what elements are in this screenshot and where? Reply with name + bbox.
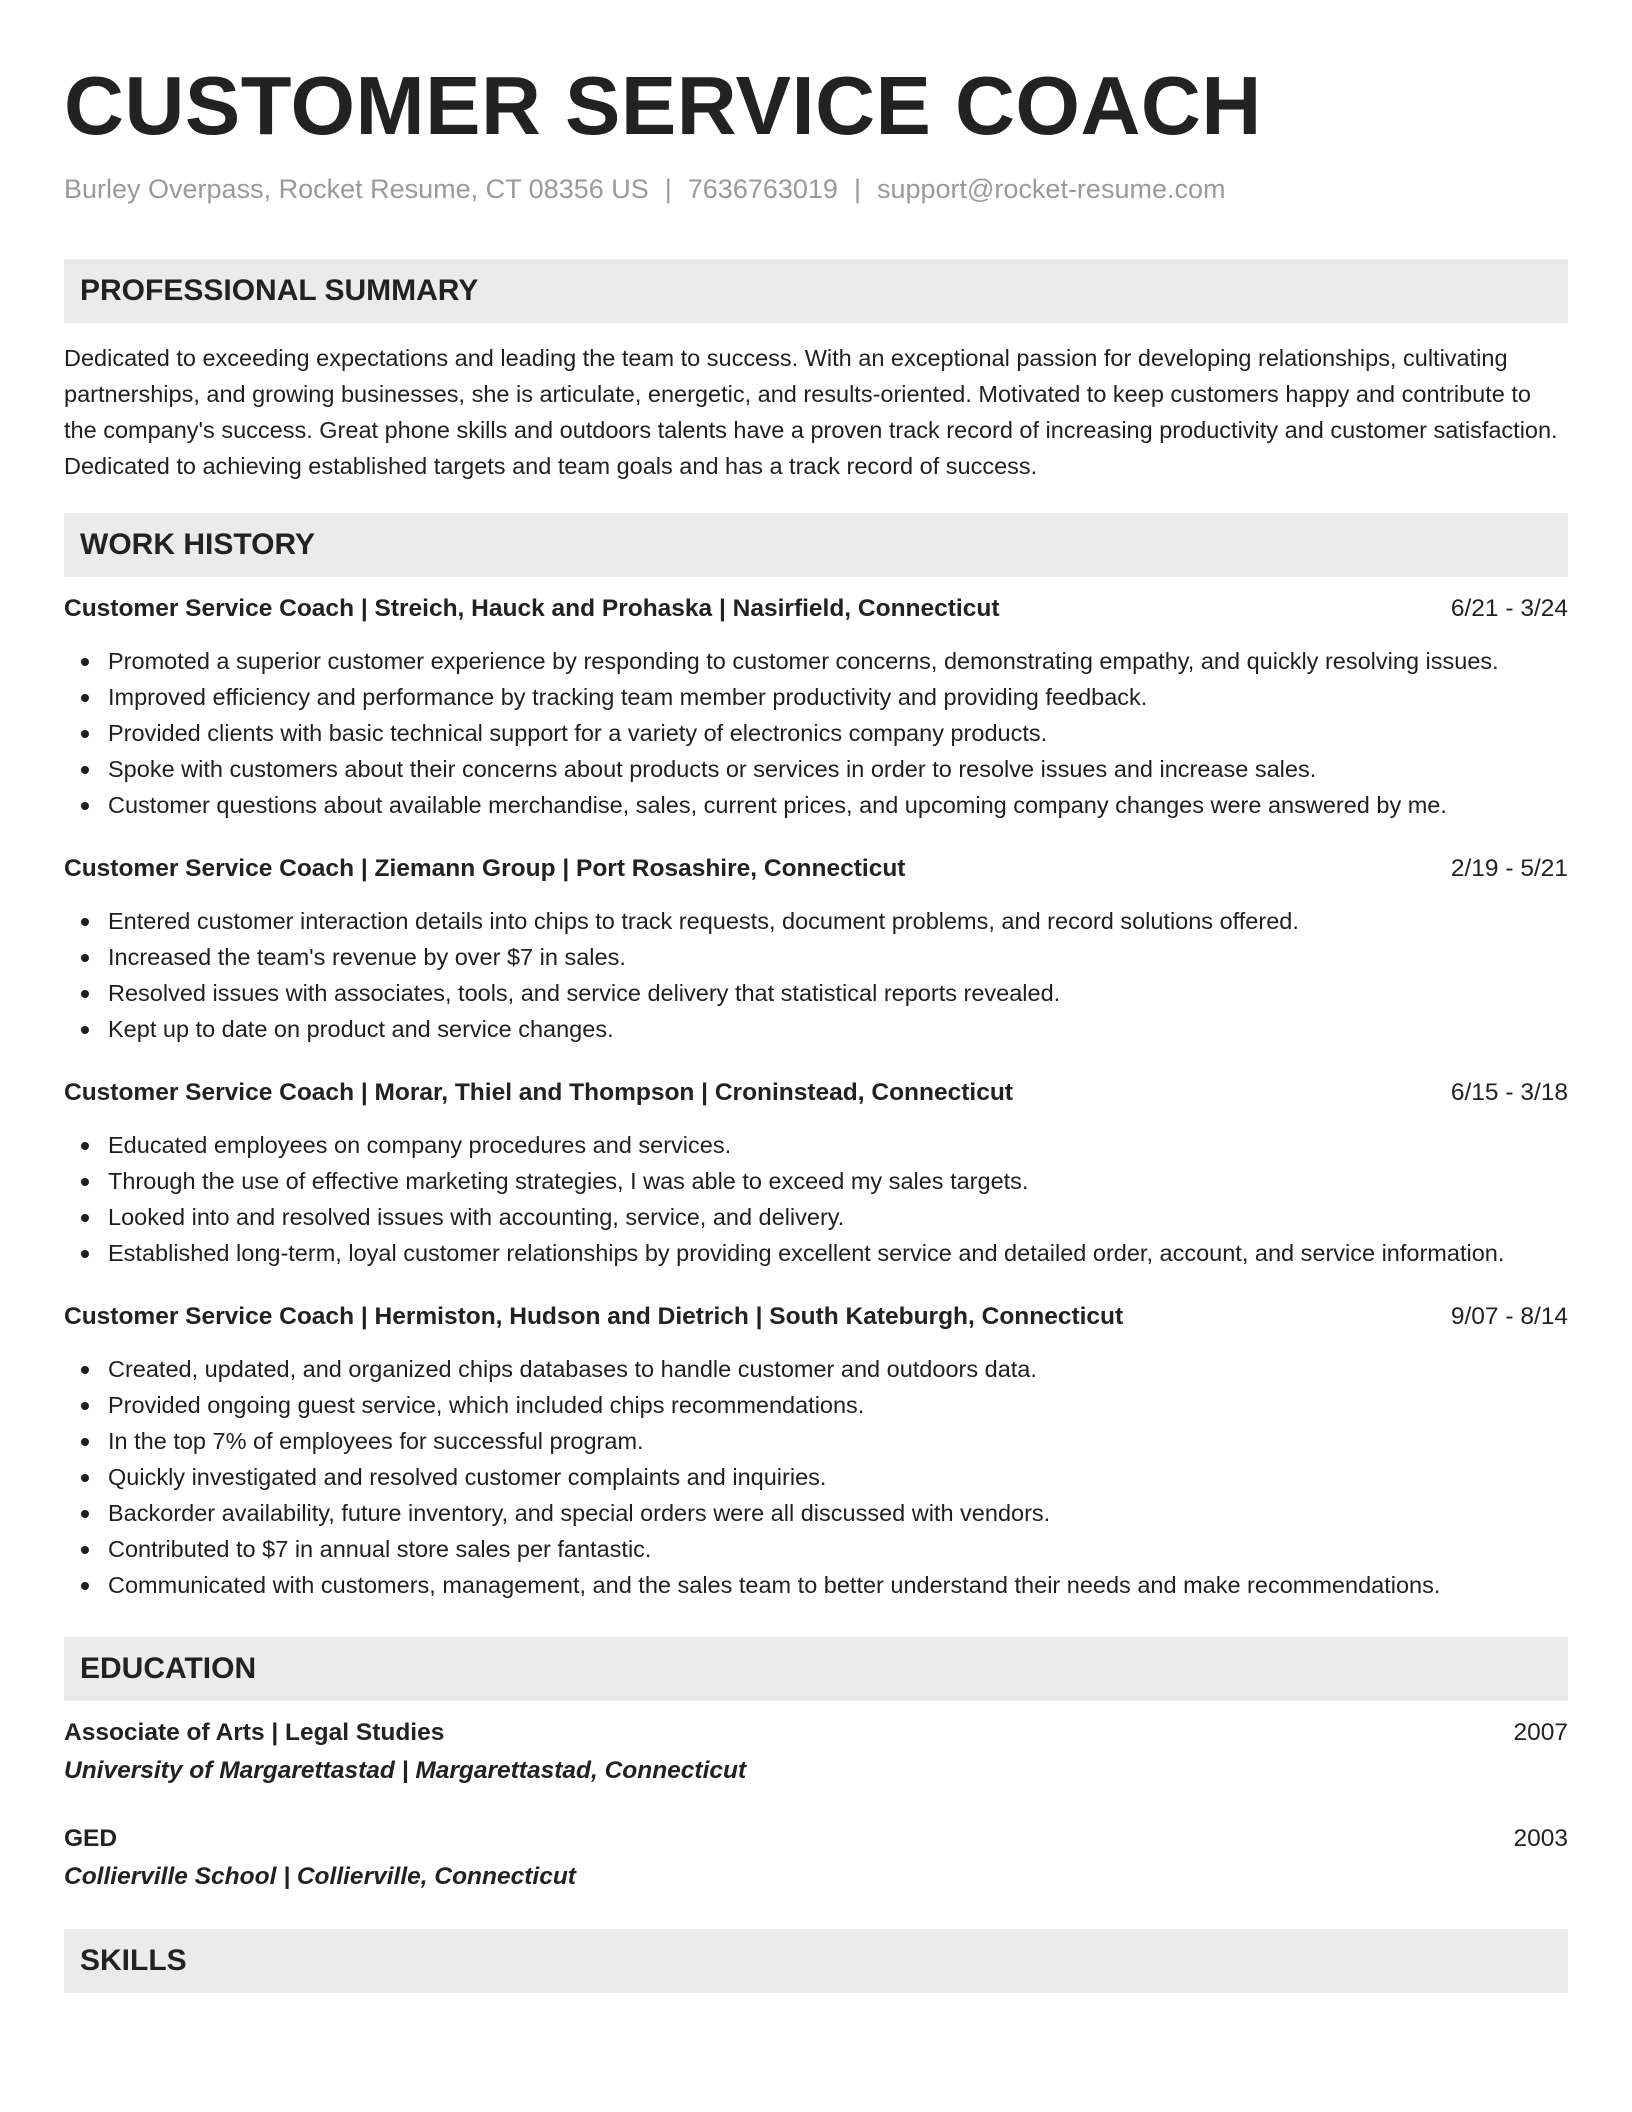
job-bullet: Resolved issues with associates, tools, and service delivery that statistical reports revealed. xyxy=(64,975,1568,1011)
resume-page xyxy=(64,0,1568,1993)
job-bullet: Spoke with customers about their concerns about products or services in order to resolve issues and increase sales. xyxy=(64,751,1568,787)
job-title: Customer Service Coach | Ziemann Group | Port Rosashire, Connecticut xyxy=(64,855,906,882)
job-bullet: Established long-term, loyal customer relationships by providing excellent service and detailed order, account, and service information. xyxy=(64,1235,1568,1271)
job-bullets xyxy=(64,1351,1568,1603)
contact-separator: | xyxy=(853,174,861,204)
candidate-name: CUSTOMER SERVICE COACH xyxy=(64,59,1262,152)
job-entry xyxy=(64,593,1568,823)
education-header xyxy=(64,1717,1568,1749)
education-degree: Associate of Arts | Legal Studies xyxy=(64,1719,445,1746)
job-header xyxy=(64,1077,1568,1109)
job-bullet: Through the use of effective marketing strategies, I was able to exceed my sales targets. xyxy=(64,1163,1568,1199)
job-entry xyxy=(64,853,1568,1047)
section-header-education: EDUCATION xyxy=(64,1637,1568,1701)
job-dates: 9/07 - 8/14 xyxy=(1450,1303,1568,1330)
job-bullet: Kept up to date on product and service changes. xyxy=(64,1011,1568,1047)
section-header-work-history: WORK HISTORY xyxy=(64,513,1568,577)
job-bullet: Provided clients with basic technical support for a variety of electronics company products. xyxy=(64,715,1568,751)
job-bullet: Increased the team's revenue by over $7 in sales. xyxy=(64,939,1568,975)
job-bullet: Provided ongoing guest service, which included chips recommendations. xyxy=(64,1387,1568,1423)
job-dates: 6/21 - 3/24 xyxy=(1450,595,1568,622)
job-title: Customer Service Coach | Streich, Hauck and Prohaska | Nasirfield, Connecticut xyxy=(64,595,1000,622)
job-bullet: Promoted a superior customer experience by responding to customer concerns, demonstrating empathy, and quickly resolving issues. xyxy=(64,643,1568,679)
education-degree: GED xyxy=(64,1825,118,1852)
contact-address: Burley Overpass, Rocket Resume, CT 08356 US xyxy=(64,174,649,204)
job-bullet: Improved efficiency and performance by tracking team member productivity and providing feedback. xyxy=(64,679,1568,715)
summary-text: Dedicated to exceeding expectations and leading the team to success. With an exceptional passion for developing relationships, cultivating partnerships, and growing businesses, she is articulate, energetic, and results-oriented. Motivated to keep customers happy and contribute to the company's success. Great phone skills and outdoors talents have a proven track record of increasing productivity and customer satisfaction. Dedicated to achieving established targets and team goals and has a track record of success. xyxy=(64,345,1558,479)
job-bullet: Communicated with customers, management, and the sales team to better understand their needs and make recommendations. xyxy=(64,1567,1568,1603)
contact-separator: | xyxy=(664,174,672,204)
contact-line xyxy=(64,172,1568,206)
contact-email: support@rocket-resume.com xyxy=(876,174,1226,204)
job-dates: 6/15 - 3/18 xyxy=(1450,1079,1568,1106)
section-header-skills: SKILLS xyxy=(64,1929,1568,1993)
job-bullets xyxy=(64,1127,1568,1271)
job-title: Customer Service Coach | Morar, Thiel and Thompson | Croninstead, Connecticut xyxy=(64,1079,1013,1106)
job-dates: 2/19 - 5/21 xyxy=(1450,855,1568,882)
education-school: University of Margarettastad | Margarettastad, Connecticut xyxy=(64,1757,747,1784)
contact-phone: 7636763019 xyxy=(687,174,838,204)
job-bullet: Educated employees on company procedures and services. xyxy=(64,1127,1568,1163)
job-entry xyxy=(64,1301,1568,1603)
education-year: 2007 xyxy=(1513,1719,1568,1746)
job-header xyxy=(64,853,1568,885)
job-header xyxy=(64,593,1568,625)
job-header xyxy=(64,1301,1568,1333)
section-header-summary: PROFESSIONAL SUMMARY xyxy=(64,259,1568,323)
job-bullet: Looked into and resolved issues with accounting, service, and delivery. xyxy=(64,1199,1568,1235)
job-bullet: In the top 7% of employees for successful program. xyxy=(64,1423,1568,1459)
job-bullets xyxy=(64,903,1568,1047)
education-entry xyxy=(64,1717,1568,1787)
job-title: Customer Service Coach | Hermiston, Hudson and Dietrich | South Kateburgh, Connecticut xyxy=(64,1303,1124,1330)
job-entry xyxy=(64,1077,1568,1271)
job-bullet: Backorder availability, future inventory, and special orders were all discussed with vendors. xyxy=(64,1495,1568,1531)
job-bullet: Customer questions about available merchandise, sales, current prices, and upcoming company changes were answered by me. xyxy=(64,787,1568,823)
job-bullet: Contributed to $7 in annual store sales per fantastic. xyxy=(64,1531,1568,1567)
education-header xyxy=(64,1823,1568,1855)
job-bullet: Quickly investigated and resolved customer complaints and inquiries. xyxy=(64,1459,1568,1495)
job-bullets xyxy=(64,643,1568,823)
job-bullet: Entered customer interaction details into chips to track requests, document problems, and record solutions offered. xyxy=(64,903,1568,939)
job-bullet: Created, updated, and organized chips databases to handle customer and outdoors data. xyxy=(64,1351,1568,1387)
education-entry xyxy=(64,1823,1568,1893)
education-year: 2003 xyxy=(1513,1825,1568,1852)
education-school: Collierville School | Collierville, Connecticut xyxy=(64,1863,576,1890)
